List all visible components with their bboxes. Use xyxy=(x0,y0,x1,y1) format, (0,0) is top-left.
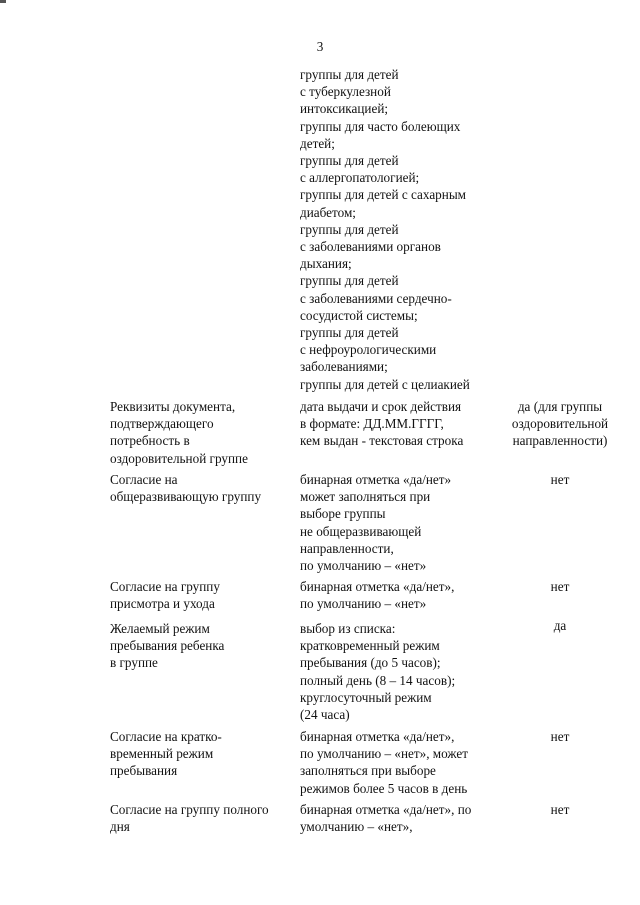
text-line: Согласие на группу полного xyxy=(110,802,269,817)
text-line: группы для детей xyxy=(300,153,399,169)
text-line: нет xyxy=(550,802,570,817)
text-line: группы для детей xyxy=(300,325,399,341)
field-required-cell xyxy=(500,728,620,745)
scan-corner-mark xyxy=(0,0,6,3)
field-format-cell xyxy=(300,728,500,797)
text-line: пребывания xyxy=(110,763,178,779)
field-name-cell xyxy=(110,471,290,505)
field-format-cell xyxy=(300,398,500,450)
text-line: круглосуточный режим xyxy=(300,689,432,705)
field-name-cell xyxy=(110,398,290,467)
text-line: дня xyxy=(110,819,130,835)
text-line: Согласие на xyxy=(110,472,178,487)
text-line: нет xyxy=(550,472,570,487)
text-line: с туберкулезной xyxy=(300,84,391,100)
text-line: группы для часто болеющих xyxy=(300,118,461,134)
text-line: выборе группы xyxy=(300,506,386,522)
text-line: да (для группы xyxy=(517,399,603,414)
text-line: нет xyxy=(550,579,570,594)
field-required-cell xyxy=(500,617,620,634)
text-line: с заболеваниями сердечно- xyxy=(300,290,452,306)
text-line: полный день (8 – 14 часов); xyxy=(300,672,456,688)
text-line: присмотра и ухода xyxy=(110,596,215,612)
text-line: сосудистой системы; xyxy=(300,307,418,323)
text-line: заболеваниями; xyxy=(300,359,388,375)
field-format-cell xyxy=(300,801,500,835)
text-line: режимов более 5 часов в день xyxy=(300,780,468,796)
text-line: оздоровительной xyxy=(511,416,609,432)
text-line: по умолчанию – «нет» xyxy=(300,596,427,612)
text-line: пребывания ребенка xyxy=(110,638,225,654)
text-line: подтверждающего xyxy=(110,416,214,432)
text-line: по умолчанию – «нет», может xyxy=(300,746,468,762)
field-format-cell xyxy=(300,578,500,612)
text-line: по умолчанию – «нет» xyxy=(300,558,427,574)
field-name-cell xyxy=(110,801,290,835)
text-line: кратковременный режим xyxy=(300,638,440,654)
text-line: Желаемый режим xyxy=(110,621,210,636)
text-line: выбор из списка: xyxy=(300,621,396,636)
text-line: потребность в xyxy=(110,433,190,449)
text-line: дыхания; xyxy=(300,256,352,272)
text-line: Согласие на кратко- xyxy=(110,729,222,744)
field-required-cell xyxy=(500,801,620,818)
text-line: нет xyxy=(550,729,570,744)
text-line: дата выдачи и срок действия xyxy=(300,399,462,414)
text-line: с нефроурологическими xyxy=(300,342,437,358)
text-line: детей; xyxy=(300,135,335,151)
text-line: Согласие на группу xyxy=(110,579,220,594)
text-line: с аллергопатологией; xyxy=(300,170,420,186)
text-line: кем выдан - текстовая строка xyxy=(300,433,464,449)
text-line: с заболеваниями органов xyxy=(300,239,441,255)
text-line: интоксикацией; xyxy=(300,101,389,117)
text-line: бинарная отметка «да/нет», xyxy=(300,579,455,594)
text-line: пребывания (до 5 часов); xyxy=(300,655,441,671)
field-required-cell xyxy=(500,398,620,450)
text-line: группы для детей с сахарным xyxy=(300,187,467,203)
text-line: бинарная отметка «да/нет» xyxy=(300,472,452,487)
text-line: группы для детей xyxy=(300,67,399,82)
field-name-cell xyxy=(110,578,290,612)
text-line: направленности) xyxy=(512,433,608,449)
text-line: группы для детей xyxy=(300,221,399,237)
text-line: бинарная отметка «да/нет», xyxy=(300,729,455,744)
text-line: бинарная отметка «да/нет», по xyxy=(300,802,472,817)
continuation-format-cell xyxy=(300,66,500,393)
field-name-cell xyxy=(110,728,290,780)
text-line: может заполняться при xyxy=(300,489,431,505)
text-line: в группе xyxy=(110,655,158,671)
text-line: умолчанию – «нет», xyxy=(300,819,413,835)
field-name-cell xyxy=(110,620,290,672)
field-required-cell xyxy=(500,578,620,595)
field-format-cell xyxy=(300,620,500,723)
text-line: направленности, xyxy=(300,540,394,556)
text-line: да xyxy=(553,618,567,633)
field-required-cell xyxy=(500,471,620,488)
text-line: в формате: ДД.ММ.ГГГГ, xyxy=(300,416,444,432)
text-line: Реквизиты документа, xyxy=(110,399,236,414)
text-line: временный режим xyxy=(110,746,214,762)
text-line: общеразвивающую группу xyxy=(110,489,262,505)
text-line: группы для детей xyxy=(300,273,399,289)
text-line: не общеразвивающей xyxy=(300,523,422,539)
text-line: (24 часа) xyxy=(300,707,350,723)
text-line: оздоровительной группе xyxy=(110,450,248,466)
field-format-cell xyxy=(300,471,500,574)
page-number: 3 xyxy=(316,39,324,54)
text-line: группы для детей с целиакией xyxy=(300,376,470,392)
text-line: диабетом; xyxy=(300,204,356,220)
text-line: заполняться при выборе xyxy=(300,763,436,779)
